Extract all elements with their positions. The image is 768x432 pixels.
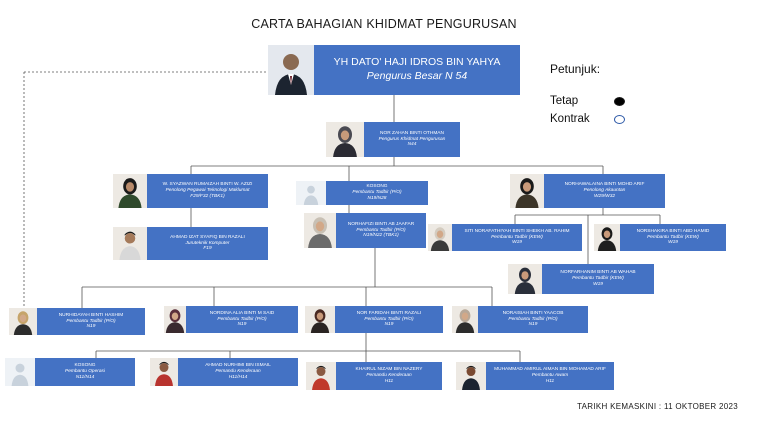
n15-role: Pemandu Kenderaan	[215, 369, 261, 374]
node-n12-box	[335, 306, 443, 333]
node-n11-box	[186, 306, 298, 333]
tetap-dot-icon	[614, 97, 625, 106]
n8-name: NORSHAKIRA BINTI ABD HAMID	[636, 228, 710, 234]
photo-man-icon	[456, 362, 486, 390]
node-n13-box	[478, 306, 588, 333]
n8-grade: W19	[668, 240, 678, 246]
n1-role: Pengurus Khidmat Pengurusan	[378, 136, 446, 142]
n6-grade: N19/N22 (TBK1)	[363, 233, 399, 239]
n1-grade: N44	[407, 142, 417, 148]
head-role: Pengurus Besar N 54	[366, 70, 468, 83]
photo-hijab-icon	[508, 264, 542, 294]
node-n9	[508, 264, 654, 294]
n5-name: AHMAD IZAT SYAFIQ BIN RAZALI	[170, 234, 245, 240]
photo-man-icon	[113, 227, 147, 260]
n10-grade: N19	[86, 324, 96, 330]
n7-name: SITI NORAFATHIYAH BINTI SHEIKH AB. RAHIM	[464, 228, 570, 234]
n9-name: NORFARHANIM BINTI AB WAHAB	[560, 270, 636, 276]
node-n6-box	[336, 213, 426, 248]
n3-grade: N19/N28	[367, 195, 387, 201]
n14-grade: N11/N14	[75, 374, 95, 380]
n4-role: Penolong Akauntan	[583, 188, 626, 193]
photo-man-icon	[268, 45, 314, 95]
n10-name: NURHIDAYAH BINTI HASHIM	[58, 312, 124, 318]
node-n13	[452, 306, 588, 333]
update-date: TARIKH KEMASKINI : 11 OKTOBER 2023	[577, 402, 738, 411]
node-n16	[306, 362, 442, 390]
kontrak-dot-icon	[614, 115, 625, 124]
n2-grade: F29/F32 (TBK1)	[190, 193, 225, 199]
node-n16-box	[336, 362, 442, 390]
n14-role: Pembantu Operasi	[65, 369, 105, 374]
photo-hijab-icon	[428, 224, 452, 251]
n11-grade: N19	[237, 322, 247, 328]
photo-man-icon	[306, 362, 336, 390]
n9-role: Pembantu Tadbir (KEW)	[572, 276, 624, 281]
n13-role: Pembantu Tadbir (P/O)	[508, 316, 558, 322]
n10-role: Pembantu Tadbir (P/O)	[66, 318, 116, 324]
legend-tetap	[550, 95, 578, 107]
photo-hijab-icon	[113, 174, 147, 208]
node-n1	[326, 122, 460, 157]
n11-role: Pembantu Tadbir (P/O)	[217, 316, 267, 322]
legend-title: Petunjuk:	[550, 62, 601, 76]
n11-name: NORDINA ALIA BINTI M SAID	[209, 310, 275, 316]
node-n2	[113, 174, 268, 208]
n16-grade: H11	[384, 378, 394, 384]
node-n5	[113, 227, 268, 260]
node-n7	[428, 224, 582, 251]
n12-grade: N19	[384, 322, 394, 328]
photo-hijab-icon	[305, 306, 335, 333]
n5-grade: F19	[203, 246, 212, 252]
node-n8-box	[620, 224, 726, 251]
node-head	[268, 45, 520, 95]
photo-hijab-icon	[326, 122, 364, 157]
node-n10	[9, 308, 145, 335]
node-n6	[304, 213, 426, 248]
n13-name: NORAISIAH BINTI YAACOB	[502, 310, 564, 316]
photo-placeholder-icon	[296, 181, 326, 205]
node-head-box	[314, 45, 520, 95]
node-n2-box	[147, 174, 268, 208]
photo-hijab-icon	[594, 224, 620, 251]
photo-man-icon	[150, 358, 178, 386]
node-n17-box	[486, 362, 614, 390]
n3-role: Pembantu Tadbir (P/O)	[352, 190, 402, 195]
n12-name: NOR FARIDAH BINTI RAZALI	[356, 310, 422, 316]
n17-grade: H11	[545, 378, 555, 384]
n4-name: NORHAWALAINA BINTI MOHD ARIF	[564, 182, 645, 188]
n13-grade: N19	[528, 322, 538, 328]
n2-role: Penolong Pegawai Teknologi Maklumat	[165, 188, 250, 193]
node-n12	[305, 306, 443, 333]
chart-title: CARTA BAHAGIAN KHIDMAT PENGURUSAN	[251, 17, 517, 31]
n15-name: AHMAD NURHIMI BIN ISMAIL	[205, 363, 271, 369]
n16-role: Pemandu Kenderaan	[366, 373, 412, 378]
node-n9-box	[542, 264, 654, 294]
node-n8	[594, 224, 726, 251]
n6-name: NORHAFIZI BINTI AB JAAFAR	[347, 221, 415, 227]
n17-role: Pembantu Awam	[531, 373, 569, 378]
n15-grade: H11/H14	[228, 374, 248, 380]
node-n14-box	[35, 358, 135, 386]
node-n15	[150, 358, 298, 386]
n12-role: Pembantu Tadbir (P/O)	[364, 316, 414, 322]
node-n4	[510, 174, 665, 208]
legend-tetap-label: Tetap	[550, 95, 579, 107]
node-n5-box	[147, 227, 268, 260]
n3-name: KOSONG	[366, 184, 388, 190]
node-n17	[456, 362, 614, 390]
node-n15-box	[178, 358, 298, 386]
node-n1-box	[364, 122, 460, 157]
n5-role: Juruteknik Komputer	[185, 240, 230, 246]
node-n7-box	[452, 224, 582, 251]
legend-kontrak	[550, 113, 590, 125]
node-n3	[296, 181, 428, 205]
head-name: YH DATO' HAJI IDROS BIN YAHYA	[333, 55, 501, 68]
n6-role: Pembantu Tadbir (P/O)	[356, 227, 406, 233]
n1-name: NOR ZAHAN BINTI OTHMAN	[380, 130, 444, 136]
n2-name: W. SYAZWAN RUMAIZAH BINTI W. AZIZI	[162, 182, 253, 188]
n8-role: Pembantu Tadbir (KEW)	[647, 234, 699, 240]
n7-grade: W19	[512, 240, 522, 246]
node-n10-box	[37, 308, 145, 335]
photo-hijab-icon	[9, 308, 37, 335]
n4-grade: W29/W32	[593, 193, 616, 199]
n17-name: MUHAMMAD AMIRUL AIMAN BIN MOHAMAD ARIF	[494, 367, 606, 373]
legend-kontrak-label: Kontrak	[550, 113, 590, 125]
n14-name: KOSONG	[74, 363, 96, 369]
photo-hijab-icon	[510, 174, 544, 208]
node-n4-box	[544, 174, 665, 208]
photo-hijab-icon	[452, 306, 478, 333]
n7-role: Pembantu Tadbir (KEW)	[491, 234, 543, 240]
n16-name: KHAIRUL NIZAM BIN NAZERY	[355, 367, 423, 373]
photo-placeholder-icon	[5, 358, 35, 386]
node-n14	[5, 358, 135, 386]
node-n3-box	[326, 181, 428, 205]
photo-hijab-icon	[164, 306, 186, 333]
photo-hijab-icon	[304, 213, 336, 248]
node-n11	[164, 306, 298, 333]
n9-grade: W19	[593, 281, 603, 287]
